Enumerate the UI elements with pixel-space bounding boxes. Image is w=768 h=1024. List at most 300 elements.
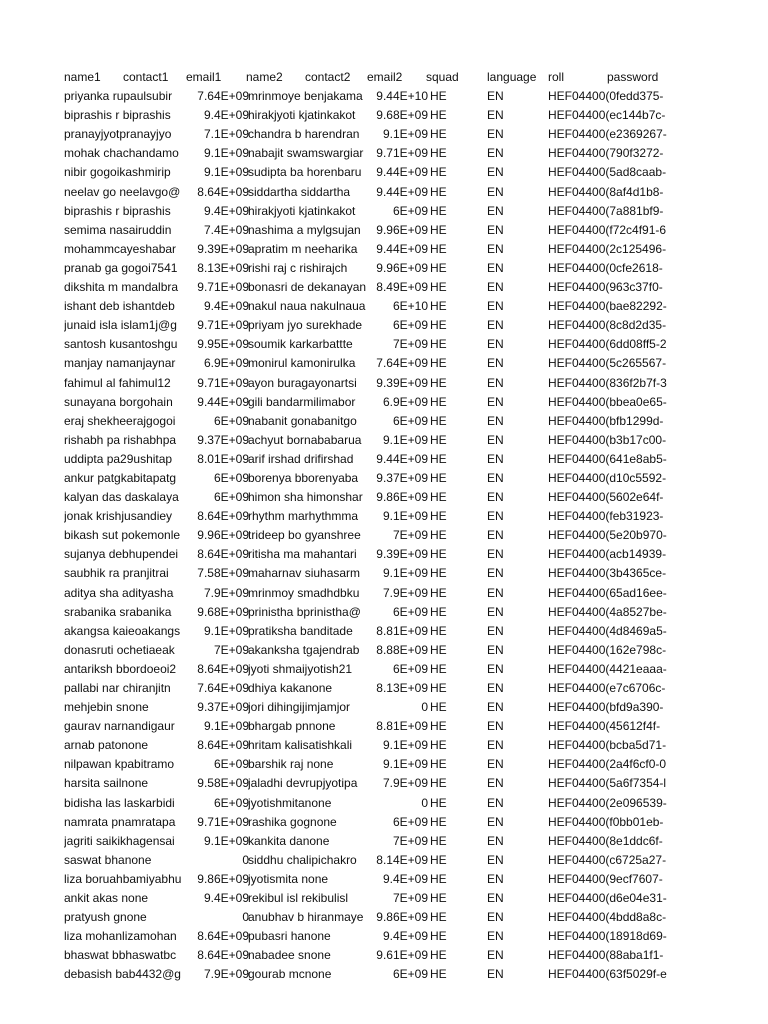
squad-cell: HE <box>430 203 447 218</box>
language-cell: EN <box>487 337 504 352</box>
language-cell: EN <box>487 642 504 657</box>
name-contact2-cell: hritam kalisatishkali <box>248 738 353 753</box>
name-contact1-cell: harsita sailnone <box>64 776 149 791</box>
table-row <box>0 794 768 813</box>
roll-password-cell: HEF04400(45612f4f- <box>548 719 661 734</box>
table-row <box>0 774 768 793</box>
squad-cell: HE <box>430 891 447 906</box>
roll-password-cell: HEF04400(8e1ddc6f- <box>548 833 663 848</box>
language-cell: EN <box>487 528 504 543</box>
email2-cell: 0 <box>421 700 428 715</box>
header-row <box>0 68 768 87</box>
name-contact1-cell: gaurav narnandigaur <box>64 719 175 734</box>
name-contact2-cell: achyut bornababarua <box>248 432 362 447</box>
name-contact2-cell: rhythm marhythmma <box>248 509 359 524</box>
email2-cell: 9.1E+09 <box>382 566 428 581</box>
name-contact1-cell: ankur patgkabitapatg <box>64 470 177 485</box>
squad-cell: HE <box>430 795 447 810</box>
email2-cell: 9.44E+10 <box>376 89 428 104</box>
email1-cell: 7.58E+09 <box>197 566 249 581</box>
name-contact1-cell: liza boruahbamiyabhu <box>64 871 182 886</box>
name-contact1-cell: mohak chachandamo <box>64 146 179 161</box>
roll-password-cell: HEF04400(5c265567- <box>548 356 667 371</box>
roll-password-cell: HEF04400(6dd08ff5-2 <box>548 337 667 352</box>
squad-cell: HE <box>430 280 447 295</box>
email1-cell: 9.1E+09 <box>203 719 249 734</box>
email1-cell: 9.1E+09 <box>203 623 249 638</box>
name-contact1-cell: saubhik ra pranjitrai <box>64 566 169 581</box>
email2-cell: 8.49E+09 <box>376 280 428 295</box>
header-language: language <box>487 70 537 84</box>
squad-cell: HE <box>430 700 447 715</box>
table-row <box>0 106 768 125</box>
name-contact2-cell: nabadee snone <box>248 948 331 963</box>
email1-cell: 9.44E+09 <box>197 394 249 409</box>
language-cell: EN <box>487 509 504 524</box>
roll-password-cell: HEF04400(9ecf7607- <box>548 871 663 886</box>
email2-cell: 7.9E+09 <box>382 776 428 791</box>
email2-cell: 9.44E+09 <box>376 451 428 466</box>
name-contact1-cell: liza mohanlizamohan <box>64 929 177 944</box>
header-name2: name2 <box>246 70 283 84</box>
squad-cell: HE <box>430 948 447 963</box>
email2-cell: 9.86E+09 <box>376 490 428 505</box>
name-contact1-cell: jonak krishjusandiey <box>64 509 173 524</box>
table-row <box>0 889 768 908</box>
name-contact1-cell: biprashis r biprashis <box>64 203 171 218</box>
email2-cell: 9.44E+09 <box>376 165 428 180</box>
table-row <box>0 259 768 278</box>
table-row <box>0 660 768 679</box>
roll-password-cell: HEF04400(bae82292- <box>548 299 667 314</box>
email1-cell: 9.95E+09 <box>197 337 249 352</box>
squad-cell: HE <box>430 451 447 466</box>
language-cell: EN <box>487 356 504 371</box>
roll-password-cell: HEF04400(e7c6706c- <box>548 681 666 695</box>
email2-cell: 6E+09 <box>392 413 428 428</box>
table-row <box>0 679 768 698</box>
email2-cell: 9.1E+09 <box>382 509 428 524</box>
language-cell: EN <box>487 432 504 447</box>
table-row <box>0 316 768 335</box>
table-row <box>0 221 768 240</box>
roll-password-cell: HEF04400(acb14939- <box>548 547 667 562</box>
email2-cell: 6E+09 <box>392 661 428 676</box>
name-contact1-cell: donasruti ochetiaeak <box>64 642 175 657</box>
roll-password-cell: HEF04400(5602e64f- <box>548 490 664 505</box>
email1-cell: 6E+09 <box>213 413 249 428</box>
name-contact1-cell: akangsa kaieoakangs <box>64 623 181 638</box>
email2-cell: 9.44E+09 <box>376 241 428 256</box>
name-contact2-cell: pratiksha banditade <box>248 623 353 638</box>
language-cell: EN <box>487 146 504 161</box>
roll-password-cell: HEF04400(bfb1299d- <box>548 413 664 428</box>
name-contact1-cell: pranayjyotpranayjyo <box>64 127 172 142</box>
roll-password-cell: HEF04400(836f2b7f-3 <box>548 375 667 390</box>
email1-cell: 6E+09 <box>213 490 249 505</box>
name-contact2-cell: nabajit swamswargiar <box>248 146 364 161</box>
email2-cell: 6E+09 <box>392 967 428 982</box>
roll-password-cell: HEF04400(0fedd375- <box>548 89 664 104</box>
email2-cell: 6.9E+09 <box>382 394 428 409</box>
email2-cell: 9.44E+09 <box>376 184 428 199</box>
language-cell: EN <box>487 203 504 218</box>
roll-password-cell: HEF04400(5a6f7354-l <box>548 776 667 791</box>
roll-password-cell: HEF04400(18918d69- <box>548 929 667 944</box>
name-contact2-cell: nashima a mylgsujan <box>248 222 361 237</box>
name-contact1-cell: neelav go neelavgo@ <box>64 184 181 199</box>
language-cell: EN <box>487 280 504 295</box>
email2-cell: 8.14E+09 <box>376 852 428 867</box>
email1-cell: 8.64E+09 <box>197 661 249 676</box>
table-row <box>0 698 768 717</box>
email2-cell: 7E+09 <box>392 528 428 543</box>
squad-cell: HE <box>430 871 447 886</box>
roll-password-cell: HEF04400(bcba5d71- <box>548 738 667 753</box>
table-row <box>0 507 768 526</box>
name-contact1-cell: debasish bab4432@g <box>64 967 181 982</box>
roll-password-cell: HEF04400(7a881bf9- <box>548 203 664 218</box>
squad-cell: HE <box>430 470 447 485</box>
email1-cell: 9.1E+09 <box>203 146 249 161</box>
squad-cell: HE <box>430 184 447 199</box>
language-cell: EN <box>487 184 504 199</box>
name-contact2-cell: siddhu chalipichakro <box>248 852 357 867</box>
table-row <box>0 393 768 412</box>
name-contact1-cell: santosh kusantoshgu <box>64 337 178 352</box>
table-row <box>0 564 768 583</box>
email2-cell: 8.13E+09 <box>376 681 428 695</box>
email1-cell: 6E+09 <box>213 757 249 772</box>
name-contact2-cell: soumik karkarbattte <box>248 337 353 352</box>
table-row <box>0 297 768 316</box>
roll-password-cell: HEF04400(4d8469a5- <box>548 623 667 638</box>
squad-cell: HE <box>430 910 447 925</box>
email2-cell: 9.96E+09 <box>376 222 428 237</box>
squad-cell: HE <box>430 642 447 657</box>
name-contact2-cell: jyoti shmaijyotish21 <box>248 661 353 676</box>
language-cell: EN <box>487 394 504 409</box>
email2-cell: 6E+09 <box>392 318 428 333</box>
email2-cell: 9.96E+09 <box>376 260 428 275</box>
name-contact1-cell: srabanika srabanika <box>64 604 172 619</box>
table-row <box>0 832 768 851</box>
squad-cell: HE <box>430 757 447 772</box>
name-contact1-cell: mehjebin snone <box>64 700 149 715</box>
roll-password-cell: HEF04400(2a4f6cf0-0 <box>548 757 667 772</box>
roll-password-cell: HEF04400(ec144b7c- <box>548 108 666 123</box>
email2-cell: 9.1E+09 <box>382 432 428 447</box>
squad-cell: HE <box>430 260 447 275</box>
language-cell: EN <box>487 318 504 333</box>
table-row <box>0 717 768 736</box>
language-cell: EN <box>487 127 504 142</box>
name-contact2-cell: jyotishmitanone <box>248 795 332 810</box>
name-contact1-cell: priyanka rupaulsubir <box>64 89 173 104</box>
squad-cell: HE <box>430 299 447 314</box>
squad-cell: HE <box>430 604 447 619</box>
roll-password-cell: HEF04400(d6e04e31- <box>548 891 667 906</box>
language-cell: EN <box>487 929 504 944</box>
roll-password-cell: HEF04400(8af4d1b8- <box>548 184 664 199</box>
table-row <box>0 870 768 889</box>
name-contact1-cell: sujanya debhupendei <box>64 547 179 562</box>
header-email2: email2 <box>367 70 403 84</box>
table-row <box>0 755 768 774</box>
name-contact2-cell: prinistha bprinistha@ <box>248 604 361 619</box>
table-row <box>0 622 768 641</box>
language-cell: EN <box>487 490 504 505</box>
email1-cell: 9.71E+09 <box>197 280 249 295</box>
name-contact2-cell: siddartha siddartha <box>248 184 351 199</box>
email2-cell: 9.1E+09 <box>382 757 428 772</box>
roll-password-cell: HEF04400(63f5029f-e <box>548 967 667 982</box>
email2-cell: 9.37E+09 <box>376 470 428 485</box>
name-contact2-cell: bhargab pnnone <box>248 719 336 734</box>
roll-password-cell: HEF04400(641e8ab5- <box>548 451 667 466</box>
header-contact2: contact2 <box>305 70 351 84</box>
table-row <box>0 946 768 965</box>
squad-cell: HE <box>430 719 447 734</box>
language-cell: EN <box>487 776 504 791</box>
name-contact1-cell: bikash sut pokemonle <box>64 528 181 543</box>
email1-cell: 6E+09 <box>213 795 249 810</box>
email2-cell: 7E+09 <box>392 891 428 906</box>
name-contact1-cell: mohammcayeshabar <box>64 241 177 256</box>
name-contact1-cell: arnab patonone <box>64 738 149 753</box>
name-contact1-cell: rishabh pa rishabhpa <box>64 432 177 447</box>
spreadsheet <box>0 68 768 985</box>
language-cell: EN <box>487 757 504 772</box>
name-contact2-cell: borenya bborenyaba <box>248 470 359 485</box>
email2-cell: 9.1E+09 <box>382 738 428 753</box>
header-password: password <box>607 70 659 84</box>
table-row <box>0 450 768 469</box>
roll-password-cell: HEF04400(790f3272- <box>548 146 664 161</box>
name-contact2-cell: rashika gognone <box>248 814 337 829</box>
language-cell: EN <box>487 738 504 753</box>
language-cell: EN <box>487 413 504 428</box>
squad-cell: HE <box>430 585 447 600</box>
language-cell: EN <box>487 260 504 275</box>
roll-password-cell: HEF04400(963c37f0- <box>548 280 663 295</box>
name-contact1-cell: jagriti saikikhagensai <box>64 833 175 848</box>
roll-password-cell: HEF04400(bfd9a390- <box>548 700 664 715</box>
table-row <box>0 641 768 660</box>
name-contact2-cell: anubhav b hiranmaye <box>248 910 364 925</box>
name-contact1-cell: manjay namanjaynar <box>64 356 176 371</box>
table-row <box>0 374 768 393</box>
name-contact1-cell: namrata pnamratapa <box>64 814 176 829</box>
language-cell: EN <box>487 852 504 867</box>
email2-cell: 8.88E+09 <box>376 642 428 657</box>
name-contact2-cell: ritisha ma mahantari <box>248 547 357 562</box>
name-contact1-cell: semima nasairuddin <box>64 222 172 237</box>
squad-cell: HE <box>430 394 447 409</box>
name-contact2-cell: maharnav siuhasarm <box>248 566 361 581</box>
email1-cell: 8.13E+09 <box>197 260 249 275</box>
email1-cell: 7.9E+09 <box>203 585 249 600</box>
roll-password-cell: HEF04400(2c125496- <box>548 241 667 256</box>
squad-cell: HE <box>430 146 447 161</box>
squad-cell: HE <box>430 528 447 543</box>
name-contact2-cell: barshik raj none <box>248 757 334 772</box>
name-contact2-cell: ayon buragayonartsi <box>248 375 357 390</box>
email1-cell: 0 <box>242 910 249 925</box>
name-contact2-cell: kankita danone <box>248 833 330 848</box>
email2-cell: 6E+10 <box>392 299 428 314</box>
header-email1: email1 <box>186 70 222 84</box>
squad-cell: HE <box>430 566 447 581</box>
squad-cell: HE <box>430 623 447 638</box>
squad-cell: HE <box>430 356 447 371</box>
squad-cell: HE <box>430 547 447 562</box>
squad-cell: HE <box>430 89 447 104</box>
email2-cell: 9.1E+09 <box>382 127 428 142</box>
name-contact1-cell: pratyush gnone <box>64 910 147 925</box>
table-row <box>0 183 768 202</box>
language-cell: EN <box>487 165 504 180</box>
name-contact2-cell: nabanit gonabanitgo <box>248 413 357 428</box>
name-contact2-cell: hirakjyoti kjatinkakot <box>248 108 356 123</box>
roll-password-cell: HEF04400(65ad16ee- <box>548 585 667 600</box>
header-roll: roll <box>548 70 565 84</box>
language-cell: EN <box>487 833 504 848</box>
name-contact1-cell: nibir gogoikashmirip <box>64 165 171 180</box>
squad-cell: HE <box>430 776 447 791</box>
name-contact2-cell: akanksha tgajendrab <box>248 642 360 657</box>
squad-cell: HE <box>430 222 447 237</box>
name-contact1-cell: bhaswat bbhaswatbc <box>64 948 177 963</box>
name-contact1-cell: kalyan das daskalaya <box>64 490 179 505</box>
table-row <box>0 851 768 870</box>
email2-cell: 8.81E+09 <box>376 623 428 638</box>
email1-cell: 8.64E+09 <box>197 738 249 753</box>
email2-cell: 9.4E+09 <box>382 871 428 886</box>
name-contact1-cell: sunayana borgohain <box>64 394 173 409</box>
language-cell: EN <box>487 451 504 466</box>
language-cell: EN <box>487 891 504 906</box>
table-row <box>0 412 768 431</box>
email2-cell: 8.81E+09 <box>376 719 428 734</box>
email1-cell: 8.64E+09 <box>197 547 249 562</box>
name-contact2-cell: rishi raj c rishirajch <box>248 260 348 275</box>
name-contact2-cell: jaladhi devrupjyotipa <box>248 776 358 791</box>
name-contact1-cell: junaid isla islam1j@g <box>64 318 177 333</box>
table-row <box>0 908 768 927</box>
email1-cell: 7.9E+09 <box>203 967 249 982</box>
email1-cell: 9.1E+09 <box>203 165 249 180</box>
email1-cell: 0 <box>242 852 249 867</box>
roll-password-cell: HEF04400(4a8527be- <box>548 604 667 619</box>
name-contact2-cell: trideep bo gyanshree <box>248 528 361 543</box>
email1-cell: 9.58E+09 <box>197 776 249 791</box>
email1-cell: 9.86E+09 <box>197 871 249 886</box>
name-contact2-cell: mrinmoy smadhdbku <box>248 585 360 600</box>
name-contact1-cell: biprashis r biprashis <box>64 108 171 123</box>
name-contact2-cell: mrinmoye benjakama <box>248 89 363 104</box>
email1-cell: 7.64E+09 <box>197 681 249 695</box>
squad-cell: HE <box>430 833 447 848</box>
email2-cell: 6E+09 <box>392 203 428 218</box>
table-row <box>0 603 768 622</box>
language-cell: EN <box>487 967 504 982</box>
language-cell: EN <box>487 566 504 581</box>
email1-cell: 7.4E+09 <box>203 222 249 237</box>
language-cell: EN <box>487 241 504 256</box>
name-contact2-cell: gourab mcnone <box>248 967 332 982</box>
name-contact1-cell: antariksh bbordoeoi2 <box>64 661 177 676</box>
email1-cell: 9.71E+09 <box>197 375 249 390</box>
language-cell: EN <box>487 604 504 619</box>
email1-cell: 9.37E+09 <box>197 432 249 447</box>
name-contact1-cell: saswat bhanone <box>64 852 152 867</box>
roll-password-cell: HEF04400(e2369267- <box>548 127 667 142</box>
name-contact2-cell: apratim m neeharika <box>248 241 358 256</box>
roll-password-cell: HEF04400(5e20b970- <box>548 528 667 543</box>
email1-cell: 9.68E+09 <box>197 604 249 619</box>
email2-cell: 7E+09 <box>392 337 428 352</box>
roll-password-cell: HEF04400(d10c5592- <box>548 470 667 485</box>
language-cell: EN <box>487 661 504 676</box>
name-contact2-cell: himon sha himonshar <box>248 490 363 505</box>
name-contact2-cell: hirakjyoti kjatinkakot <box>248 203 356 218</box>
name-contact1-cell: aditya sha adityasha <box>64 585 174 600</box>
roll-password-cell: HEF04400(4421eaaa- <box>548 661 667 676</box>
email1-cell: 9.4E+09 <box>203 108 249 123</box>
name-contact1-cell: nilpawan kpabitramo <box>64 757 175 772</box>
header-name1: name1 <box>64 70 101 84</box>
table-row <box>0 87 768 106</box>
header-squad: squad <box>426 70 459 84</box>
squad-cell: HE <box>430 490 447 505</box>
squad-cell: HE <box>430 432 447 447</box>
name-contact2-cell: jyotismita none <box>248 871 329 886</box>
roll-password-cell: HEF04400(88aba1f1- <box>548 948 664 963</box>
table-row <box>0 144 768 163</box>
email2-cell: 7E+09 <box>392 833 428 848</box>
language-cell: EN <box>487 585 504 600</box>
email1-cell: 9.37E+09 <box>197 700 249 715</box>
email1-cell: 8.64E+09 <box>197 929 249 944</box>
email2-cell: 7.9E+09 <box>382 585 428 600</box>
email1-cell: 9.39E+09 <box>197 241 249 256</box>
roll-password-cell: HEF04400(0cfe2618- <box>548 260 663 275</box>
table-row <box>0 240 768 259</box>
email1-cell: 9.4E+09 <box>203 299 249 314</box>
language-cell: EN <box>487 299 504 314</box>
squad-cell: HE <box>430 375 447 390</box>
roll-password-cell: HEF04400(f72c4f91-6 <box>548 222 667 237</box>
language-cell: EN <box>487 814 504 829</box>
table-row <box>0 545 768 564</box>
email1-cell: 9.4E+09 <box>203 203 249 218</box>
email1-cell: 6.9E+09 <box>203 356 249 371</box>
squad-cell: HE <box>430 127 447 142</box>
roll-password-cell: HEF04400(feb31923- <box>548 509 664 524</box>
name-contact1-cell: uddipta pa29ushitap <box>64 451 173 466</box>
email1-cell: 8.64E+09 <box>197 509 249 524</box>
squad-cell: HE <box>430 509 447 524</box>
language-cell: EN <box>487 910 504 925</box>
email1-cell: 6E+09 <box>213 470 249 485</box>
squad-cell: HE <box>430 814 447 829</box>
name-contact2-cell: nakul naua nakulnaua <box>248 299 366 314</box>
table-row <box>0 469 768 488</box>
roll-password-cell: HEF04400(bbea0e65- <box>548 394 667 409</box>
table-row <box>0 335 768 354</box>
squad-cell: HE <box>430 108 447 123</box>
